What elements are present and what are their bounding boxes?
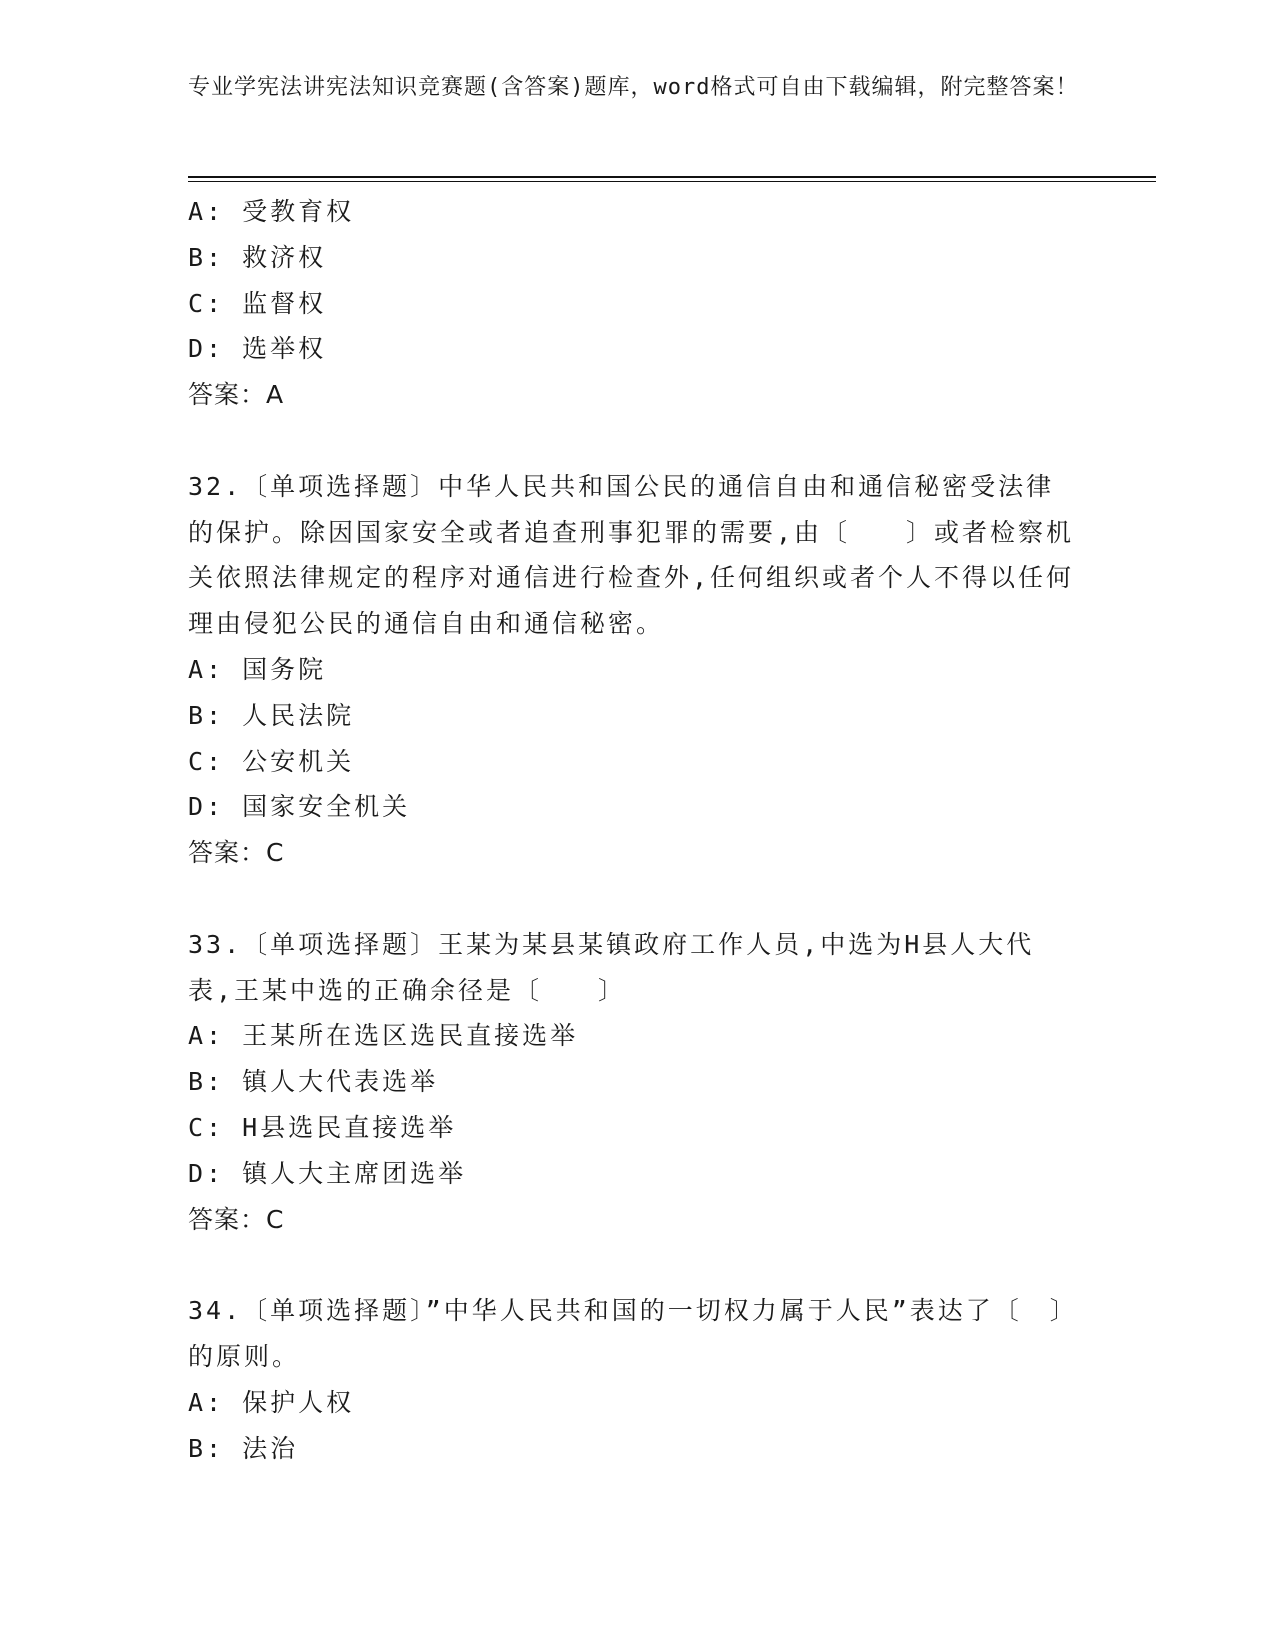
answer-line: 答案：C (188, 1204, 285, 1234)
question-stem: 32.〔单项选择题〕中华人民共和国公民的通信自由和通信秘密受法律的保护。除因国家安全或者追查刑事犯罪的需要,由〔 〕或者检察机关依照法律规定的程序对通信进行检查外,任何组织或者个人不得以任何理由侵犯公民的通信自由和通信秘密。 (188, 471, 1075, 639)
option-b: B: 镇人大代表选举 (188, 1067, 439, 1097)
option-c: C: 监督权 (188, 288, 327, 318)
header-divider-thin (188, 181, 1156, 182)
prev-question-block (188, 189, 1088, 418)
answer-line: 答案：C (188, 838, 285, 868)
header-divider-thick (188, 176, 1156, 178)
spacer (188, 876, 1088, 922)
option-d: D: 国家安全机关 (188, 792, 411, 822)
option-a: A: 王某所在选区选民直接选举 (188, 1021, 579, 1051)
question-content (188, 189, 1088, 1471)
spacer (188, 1242, 1088, 1288)
option-b: B: 人民法院 (188, 700, 355, 730)
option-d: D: 选举权 (188, 334, 327, 364)
question-32-block (188, 464, 1088, 876)
question-34-block (188, 1288, 1088, 1471)
question-stem: 33.〔单项选择题〕王某为某县某镇政府工作人员,中选为H县人大代表,王某中选的正确余径是〔 〕 (188, 929, 1035, 1005)
question-stem: 34.〔单项选择题〕”中华人民共和国的一切权力属于人民”表达了〔 〕的原则。 (188, 1296, 1078, 1371)
answer-line: 答案：A (188, 380, 285, 410)
spacer (188, 418, 1088, 464)
option-b: B: 法治 (188, 1433, 299, 1463)
option-a: A: 受教育权 (188, 197, 355, 226)
page-header: 专业学宪法讲宪法知识竞赛题(含答案)题库，word格式可自由下载编辑，附完整答案！ (188, 75, 1079, 100)
option-a: A: 保护人权 (188, 1387, 355, 1417)
option-c: C: H县选民直接选举 (188, 1112, 457, 1142)
option-a: A: 国务院 (188, 654, 327, 684)
option-b: B: 救济权 (188, 242, 327, 272)
option-c: C: 公安机关 (188, 746, 355, 776)
option-d: D: 镇人大主席团选举 (188, 1158, 467, 1188)
question-33-block (188, 922, 1088, 1243)
